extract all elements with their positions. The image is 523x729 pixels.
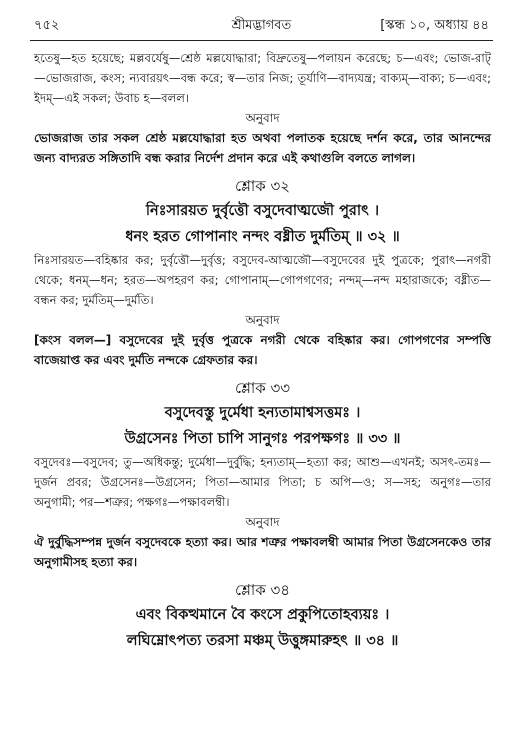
page-body <box>34 48 491 654</box>
verse-line: লঘিম্নোৎপত্য তরসা মঞ্চম্ উত্তুঙ্গমারুহৎ ॥ ৩৪ ॥ <box>126 633 399 649</box>
book-title: শ্রীমদ্ভাগবত <box>231 18 292 33</box>
word-meaning-block: নিঃসারয়ত—বহিষ্কার কর; দুর্বৃত্তৌ—দুর্বৃত্ত; বসুদেব-আত্মজৌ—বসুদেবের দুই পুত্রকে; পুরাৎ—নগরী থেকে; ধনম্—ধন; হরত—অপহরণ কর; গোপানাম্—গোপগণের; নন্দম্—নন্দ মহারাজকে; বধ্নীত—বন্ধন কর; দুর্মতিম্—দুর্মতি। <box>34 253 491 307</box>
verse-line: বসুদেবস্তু দুর্মেধা হন্যতামাশ্বসত্তমঃ । <box>164 405 361 421</box>
section-reference: [স্কন্ধ ১০, অধ্যায় ৪৪ <box>380 18 489 33</box>
translation-label: অনুবাদ <box>245 111 280 125</box>
translation-paragraph: ভোজরাজ তার সকল শ্রেষ্ঠ মল্লযোদ্ধারা হত অথবা পলাতক হয়েছে দর্শন করে, তার আনন্দের জন্য বাদ্যরত সঙ্গিতাদি বন্ধ করার নির্দেশ প্রদান করে এই কথাগুলি বলতে লাগল। <box>34 131 491 165</box>
translation-paragraph: [কংস বলল—] বসুদেবের দুই দুর্বৃত্ত পুত্রকে নগরী থেকে বহিষ্কার কর। গোপগণের সম্পত্তি বাজেয়াপ্ত কর এবং দুর্মতি নন্দকে গ্রেফতার কর। <box>34 333 491 367</box>
verse-heading: শ্লোক ৩২ <box>235 177 290 195</box>
verse-line: উগ্রসেনঃ পিতা চাপি সানুগঃ পরপক্ষগঃ ॥ ৩৩ ॥ <box>124 431 401 447</box>
page-number: ৭৫২ <box>34 18 60 33</box>
word-meaning-block: হতেষু—হত হয়েছে; মল্লবর্যেষু—শ্রেষ্ঠ মল্লযোদ্ধারা; বিদ্রুতেষু—পলায়ন করেছে; চ—এবং; ভোজ-রাট্—ভোজরাজ, কংস; ন্যবারয়ৎ—বন্ধ করে; স্ব—তার নিজ; তূর্যাণি—বাদ্যযন্ত্র; বাক্যম্—বাক্য; চ—এবং; ইদম্—এই সকল; উবাচ হ—বলল। <box>34 51 491 105</box>
verse-line: ধনং হরত গোপানাং নন্দং বধ্নীত দুর্মতিম্ ॥ ৩২ ॥ <box>125 229 400 245</box>
word-meaning-block: বসুদেবঃ—বসুদেব; তু—অধিকন্তু; দুর্মেধা—দুর্বুদ্ধি; হন্যতাম্—হত্যা কর; আশু—এখনই; অসৎ-তমঃ—দুর্জন প্রবর; উগ্রসেনঃ—উগ্রসেন; পিতা—আমার পিতা; চ অপি—ও; স—সহ; অনুগঃ—তার অনুগামী; পর—শত্রুর; পক্ষগঃ—পক্ষাবলম্বী। <box>34 455 491 509</box>
translation-label: অনুবাদ <box>245 515 280 529</box>
translation-paragraph: ঐ দুর্বুদ্ধিসম্পন্ন দুর্জন বসুদেবকে হত্যা কর। আর শত্রুর পক্ষাবলম্বী আমার পিতা উগ্রসেনকেও তার অনুগামীসহ হত্যা কর। <box>34 535 491 569</box>
verse-line: এবং বিকত্থমানে বৈ কংসে প্রকুপিতোহব্যয়ঃ । <box>135 607 390 623</box>
verse-line: নিঃসারয়ত দুর্বৃত্তৌ বসুদেবাত্মজৌ পুরাৎ । <box>145 203 380 219</box>
page-header <box>34 16 489 38</box>
header-divider <box>30 40 493 41</box>
verse-heading: শ্লোক ৩৪ <box>235 581 290 599</box>
verse-heading: শ্লোক ৩৩ <box>235 379 290 397</box>
translation-label: অনুবাদ <box>245 313 280 327</box>
